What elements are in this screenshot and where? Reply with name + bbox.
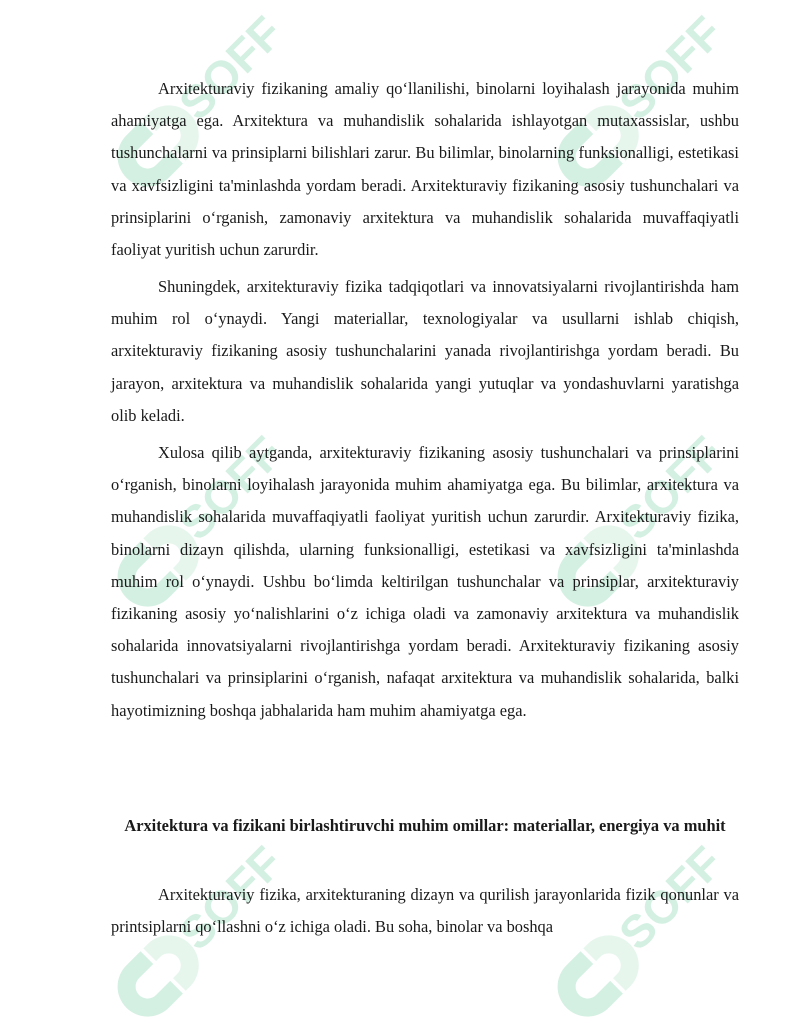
svg-text:SOFF: SOFF — [608, 6, 733, 130]
svg-text:SOFF: SOFF — [608, 836, 733, 960]
svg-text:SOFF: SOFF — [608, 426, 733, 550]
svg-text:SOFF: SOFF — [168, 836, 293, 960]
paragraph-section-intro: Arxitekturaviy fizika, arxitekturaning dizayn va qurilish jarayonlarida fizik qonunlar va printsiplarni qo‘llashni o‘z ichiga oladi. Bu soha, binolar va boshqa — [111, 885, 739, 937]
paragraph-research-innovation: Shuningdek, arxitekturaviy fizika tadqiqotlari va innovatsiyalarni rivojlantirishda ham muhim rol o‘ynaydi. Yangi materiallar, texnologiyalar va usullarni ishlab chiqish, arxitekturaviy fizikaning asosiy tushunchalarini yanada rivojlantirishga yordam beradi. Bu jarayon, arxitektura va muhandislik sohalarida yangi yutuqlar va yondashuvlarni yaratishga olib keladi. — [111, 277, 739, 425]
svg-text:SOFF: SOFF — [168, 6, 293, 130]
svg-text:SOFF: SOFF — [168, 426, 293, 550]
section-heading: Arxitektura va fizikani birlashtiruvchi muhim omillar: materiallar, energiya va muhit — [124, 816, 726, 835]
paragraph-applied-physics: Arxitekturaviy fizikaning amaliy qo‘llanilishi, binolarni loyihalash jarayonida muhim ahamiyatga ega. Arxitektura va muhandislik sohalarida ishlayotgan mutaxassislar, ushbu tushunchalarni va prinsiplarni bilishlari zarur. Bu bilimlar, binolarning funksionalligi, estetikasi va xavfsizligini ta'minlashda yordam beradi. Arxitekturaviy fizikaning asosiy tushunchalari va prinsiplarini o‘rganish, zamonaviy arxitektura va muhandislik sohalarida muvaffaqiyatli faoliyat yuritish uchun zarurdir. — [111, 79, 739, 260]
paragraph-conclusion: Xulosa qilib aytganda, arxitekturaviy fizikaning asosiy tushunchalari va prinsiplarini o‘rganish, binolarni loyihalash jarayonida muhim ahamiyatga ega. Bu bilimlar, arxitektura va muhandislik sohalarida muvaffaqiyatli faoliyat yuritish uchun zarurdir. Arxitekturaviy fizika, binolarni dizayn qilishda, ularning funksionalligi, estetikasi va xavfsizligini ta'minlashda muhim rol o‘ynaydi. Ushbu bo‘limda keltirilgan tushunchalar va prinsiplar, arxitekturaviy fizikaning asosiy yo‘nalishlarini o‘z ichiga oladi va zamonaviy arxitektura va muhandislik sohalarida innovatsiyalarni rivojlantirishga yordam beradi. Arxitekturaviy fizikaning asosiy tushunchalari va prinsiplarini o‘rganish, nafaqat arxitektura va muhandislik sohalarida, balki hayotimizning boshqa jabhalarida ham muhim ahamiyatga ega. — [111, 443, 739, 720]
